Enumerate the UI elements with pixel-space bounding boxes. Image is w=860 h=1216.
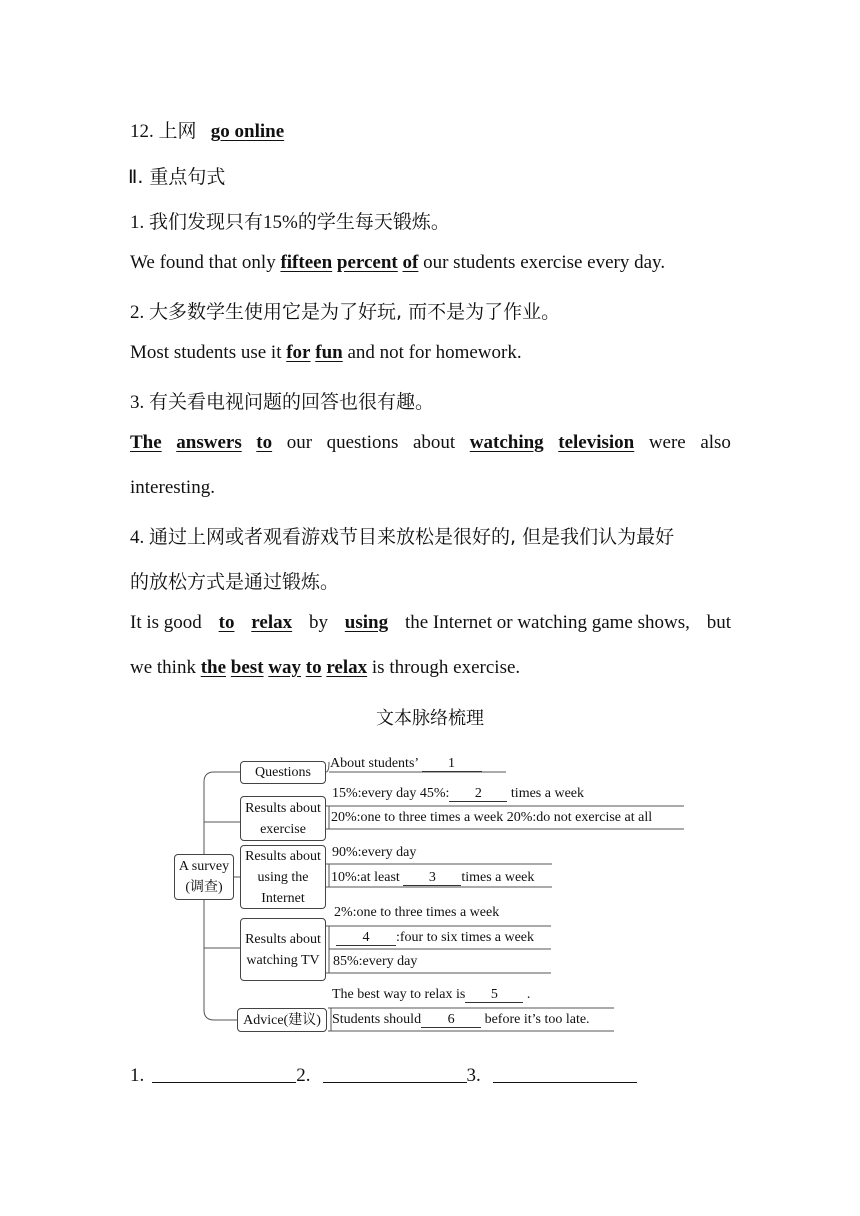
answer-word: way	[268, 657, 302, 678]
answer-blank[interactable]	[152, 1064, 296, 1083]
map-advice-row-1: The best way to relax is 5 .	[332, 987, 531, 1002]
answer-word: relax	[251, 612, 293, 633]
map-tv-row-1: 2%:one to three times a week	[334, 905, 500, 920]
map-exercise-box: Results about exercise	[240, 796, 326, 841]
sentence-3-english: The answers to our questions about watching television were also	[130, 432, 731, 453]
map-root-box: A survey (调查)	[174, 854, 234, 900]
item-number: 12.	[130, 121, 154, 142]
sentence-4-english-line1: It is good to relax by using the Internet or watching game shows, but	[130, 612, 731, 633]
answer-word: answers	[176, 432, 242, 453]
sentence-1-english: We found that only fifteen percent of our students exercise every day.	[130, 252, 666, 273]
sentence-3-english-cont: interesting.	[130, 477, 215, 498]
sentence-4-chinese-line2: 的放松方式是通过锻炼。	[130, 571, 340, 593]
sentence-4-english-line2: we think the best way to relax is through exercise.	[130, 657, 521, 678]
map-advice-box: Advice(建议)	[237, 1008, 327, 1032]
sentence-4-chinese-line1: 4. 通过上网或者观看游戏节目来放松是很好的, 但是我们认为最好	[130, 526, 675, 548]
answer-word: television	[558, 432, 635, 453]
answer-word: fun	[315, 342, 343, 363]
answer-word: watching	[469, 432, 544, 453]
map-tv-box: Results about watching TV	[240, 918, 326, 981]
section-heading: Ⅱ. 重点句式	[128, 166, 226, 188]
answer-word: to	[305, 657, 322, 678]
answer-number: 1.	[130, 1065, 145, 1086]
map-title: 文本脉络梳理	[376, 708, 484, 729]
answer-number: 2.	[296, 1065, 311, 1086]
vocab-answer: go online	[210, 121, 285, 142]
map-questions-text: About students’ 1	[330, 756, 482, 772]
answer-word: for	[286, 342, 311, 363]
sentence-3-chinese: 3. 有关看电视问题的回答也很有趣。	[130, 391, 435, 413]
answer-word: of	[402, 252, 419, 273]
map-tv-row-2: 4 :four to six times a week	[336, 930, 534, 946]
answer-word: relax	[326, 657, 368, 678]
map-tv-row-3: 85%:every day	[333, 954, 418, 969]
map-internet-row-1: 90%:every day	[332, 845, 417, 860]
answer-word: the	[200, 657, 227, 678]
answer-word: percent	[336, 252, 398, 273]
answer-word: to	[256, 432, 273, 453]
answer-word: best	[230, 657, 264, 678]
answer-word: fifteen	[280, 252, 333, 273]
answer-word: The	[130, 432, 162, 453]
sentence-2-chinese: 2. 大多数学生使用它是为了好玩, 而不是为了作业。	[130, 301, 561, 323]
answer-blank[interactable]	[323, 1064, 467, 1083]
map-internet-box: Results about using the Internet	[240, 845, 326, 909]
sentence-2-english: Most students use it for fun and not for homework.	[130, 342, 522, 363]
map-exercise-row-1: 15%:every day 45%: 2 times a week	[332, 786, 585, 801]
map-advice-row-2: Students should 6 before it’s too late.	[332, 1012, 590, 1027]
map-questions-box: Questions	[240, 761, 326, 784]
map-exercise-row-2: 20%:one to three times a week 20%:do not exercise at all	[331, 810, 653, 825]
answer-word: using	[344, 612, 389, 633]
vocab-chinese: 上网	[158, 120, 197, 142]
sentence-1-chinese: 1. 我们发现只有15%的学生每天锻炼。	[130, 211, 450, 233]
map-internet-row-2: 10%:at least 3 times a week	[331, 870, 535, 885]
answer-word: to	[218, 612, 235, 633]
answer-blanks	[130, 1064, 637, 1087]
answer-blank[interactable]	[493, 1064, 637, 1083]
answer-number: 3.	[466, 1065, 481, 1086]
